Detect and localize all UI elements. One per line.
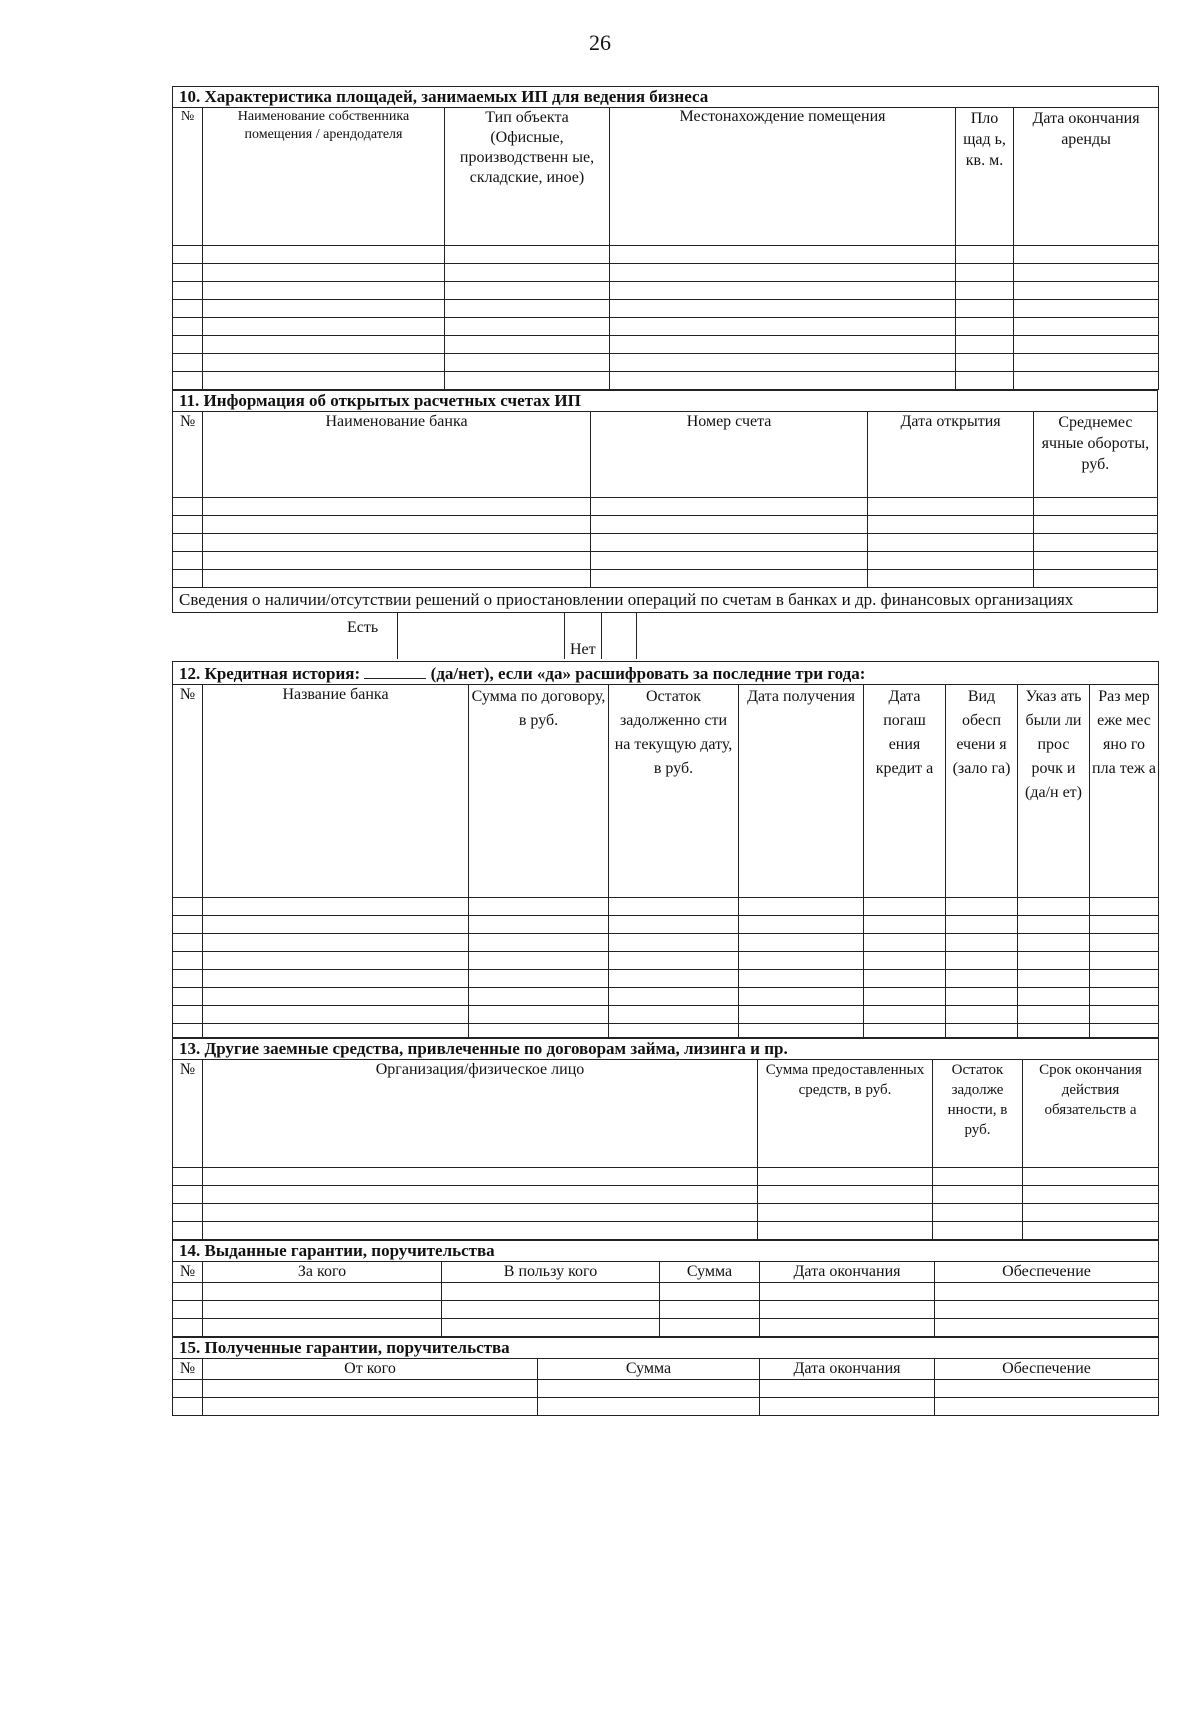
table-row [173,318,1159,336]
table-row [173,552,1158,570]
section-15-title: 15. Полученные гарантии, поручительства [173,1338,1159,1359]
table-row [173,970,1159,988]
col-number: № [173,1262,203,1283]
col-security: Обеспечение [935,1359,1159,1380]
table-row [173,1222,1159,1240]
col-collateral: Вид обесп ечени я (зало га) [946,685,1018,898]
col-repay-date: Дата погаш ения кредит а [864,685,946,898]
section-14-title: 14. Выданные гарантии, поручительства [173,1241,1159,1262]
table-row [173,300,1159,318]
col-number: № [173,685,203,898]
col-for-whom: За кого [203,1262,442,1283]
col-in-favor: В пользу кого [442,1262,660,1283]
table-row [173,1380,1159,1398]
table-row [173,264,1159,282]
section-10-title: 10. Характеристика площадей, занимаемых ИП для ведения бизнеса [173,87,1159,108]
section-13-table [172,1038,1159,1240]
page-number: 26 [589,30,611,55]
yes-no-block [172,613,1158,661]
table-row [173,516,1158,534]
col-monthly-turnover: Среднемес ячные обороты, руб. [1033,412,1157,498]
col-number: № [173,108,203,246]
table-row [173,1398,1159,1416]
questionnaire-form [172,86,1158,1416]
no-box-extra[interactable] [600,613,637,659]
table-row [173,246,1159,264]
credit-history-blank[interactable] [364,662,426,679]
col-open-date: Дата открытия [868,412,1034,498]
yes-box[interactable] [397,613,565,659]
table-row [173,952,1159,970]
section-11-title: 11. Информация об открытых расчетных счетах ИП [173,391,1158,412]
table-row [173,988,1159,1006]
col-security: Обеспечение [935,1262,1159,1283]
col-number: № [173,1060,203,1168]
col-monthly-payment: Раз мер еже мес яно го пла теж а [1090,685,1159,898]
table-row [173,1283,1159,1301]
table-row [173,1024,1159,1038]
col-debt-balance: Остаток задолже нности, в руб. [933,1060,1023,1168]
col-account-number: Номер счета [590,412,868,498]
col-end-date: Дата окончания [760,1359,935,1380]
col-provided-sum: Сумма предоставленных средств, в руб. [758,1060,933,1168]
col-organization: Организация/физическое лицо [203,1060,758,1168]
table-row [173,498,1158,516]
table-row [173,1006,1159,1024]
table-row [173,1186,1159,1204]
section-15-table [172,1337,1159,1416]
section-10-table [172,86,1159,390]
table-row [173,372,1159,390]
col-contract-sum: Сумма по договору, в руб. [469,685,609,898]
col-owner-name: Наименование собственника помещения / арендодателя [203,108,445,246]
col-bank-name: Наименование банка [203,412,591,498]
table-row [173,1168,1159,1186]
col-bank-name: Название банка [203,685,469,898]
table-row [173,1319,1159,1337]
section-11-table [172,390,1158,588]
section-14-table [172,1240,1159,1337]
table-row [173,336,1159,354]
table-row [173,1204,1159,1222]
table-row [173,282,1159,300]
col-overdue: Указ ать были ли прос рочк и (да/н ет) [1018,685,1090,898]
yes-label: Есть [347,619,379,636]
table-row [173,898,1159,916]
col-sum: Сумма [538,1359,760,1380]
suspension-note: Сведения о наличии/отсутствии решений о приостановлении операций по счетам в банках и др. финансовых организациях [172,588,1158,613]
col-from-whom: От кого [203,1359,538,1380]
col-sum: Сумма [660,1262,760,1283]
table-row [173,534,1158,552]
no-label: Нет [570,641,596,658]
table-row [173,354,1159,372]
col-number: № [173,412,203,498]
col-term-end: Срок окончания действия обязательств а [1023,1060,1159,1168]
section-13-title: 13. Другие заемные средства, привлеченные по договорам займа, лизинга и пр. [173,1039,1159,1060]
table-row [173,1301,1159,1319]
table-row [173,916,1159,934]
col-debt-balance: Остаток задолженно сти на текущую дату, в руб. [609,685,739,898]
col-object-type: Тип объекта (Офисные, производственн ые, складские, иное) [445,108,610,246]
table-row [173,570,1158,588]
col-area: Пло щад ь, кв. м. [956,108,1014,246]
col-lease-end: Дата окончания аренды [1014,108,1159,246]
section-12-table [172,661,1159,1038]
col-location: Местонахождение помещения [610,108,956,246]
section-12-title: 12. Кредитная история: (да/нет), если «да» расшифровать за последние три года: [173,662,1159,685]
col-receive-date: Дата получения [739,685,864,898]
table-row [173,934,1159,952]
col-number: № [173,1359,203,1380]
col-end-date: Дата окончания [760,1262,935,1283]
